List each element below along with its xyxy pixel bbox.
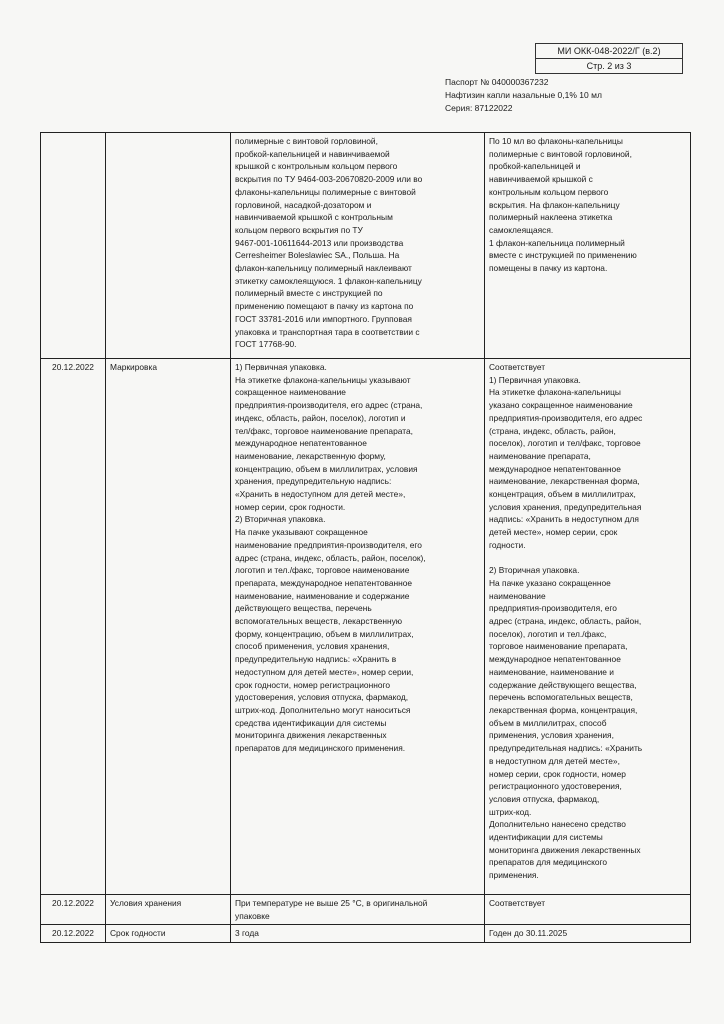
date-cell: 20.12.2022 xyxy=(41,895,106,925)
table-row xyxy=(41,133,691,359)
document-code: МИ ОКК-048-2022/Г (в.2) xyxy=(557,46,661,56)
product-name: Нафтизин капли назальные 0,1% 10 мл xyxy=(445,90,602,100)
result-cell: Соответствует xyxy=(485,895,691,925)
result-cell: По 10 мл во флаконы-капельницы полимерные с винтовой горловиной, пробкой-капельницей и навинчиваемой крышкой с контрольным кольцом первого вскрытия. На флакон-капельницу полимерный наклеена этикетка самоклеящаяся. 1 флакон-капельница полимерный вместе с инструкцией по применению помещены в пачку из картона. xyxy=(485,133,691,359)
requirement-cell: полимерные с винтовой горловиной, пробкой-капельницей и навинчиваемой крышкой с контрольным кольцом первого вскрытия по ТУ 9464-003-20670820-2009 или во флаконы-капельницы полимерные с винтовой горловиной, насадкой-дозатором и навинчиваемой крышкой с контрольным кольцом первого вскрытия по ТУ 9467-001-10611644-2013 или производства Cerresheimer Boleslawiec SA., Польша. На флакон-капельницу полимерный наклеивают этикетку самоклеящуюся. 1 флакон-капельницу полимерный вместе с инструкцией по применению помещают в пачку из картона по ГОСТ 33781-2016 или импортного. Групповая упаковка и транспортная тара в соответствии с ГОСТ 17768-90. xyxy=(231,133,485,359)
quality-table xyxy=(40,132,691,943)
result-cell: Годен до 30.11.2025 xyxy=(485,925,691,943)
passport-number: Паспорт № 040000367232 xyxy=(445,77,549,87)
table-row xyxy=(41,925,691,943)
date-cell: 20.12.2022 xyxy=(41,359,106,895)
parameter-cell xyxy=(106,133,231,359)
passport-block xyxy=(445,76,602,115)
date-cell: 20.12.2022 xyxy=(41,925,106,943)
page-number: Стр. 2 из 3 xyxy=(536,58,682,73)
parameter-cell: Условия хранения xyxy=(106,895,231,925)
date-cell xyxy=(41,133,106,359)
document-code-box xyxy=(535,43,683,74)
requirement-cell: 3 года xyxy=(231,925,485,943)
requirement-cell: При температуре не выше 25 °С, в оригинальной упаковке xyxy=(231,895,485,925)
requirement-cell: 1) Первичная упаковка. На этикетке флакона-капельницы указывают сокращенное наименование предприятия-производителя, его адрес (страна, индекс, область, район, поселок), логотип и тел/факс, торговое наименование препарата, международное непатентованное наименование, лекарственную форму, концентрацию, объем в миллилитрах, условия хранения, предупредительную надпись: «Хранить в недоступном для детей месте», номер серии, срок годности. 2) Вторичная упаковка. На пачке указывают сокращенное наименование предприятия-производителя, его адрес (страна, индекс, область, район, поселок), логотип и тел./факс, торговое наименование препарата, международное непатентованное наименование, наименование и содержание действующего вещества, перечень вспомогательных веществ, лекарственную форму, концентрацию, объем в миллилитрах, способ применения, условия хранения, предупредительную надпись: «Хранить в недоступном для детей месте», номер серии, срок годности, номер регистрационного удостоверения, условия отпуска, фармакод, штрих-код. Дополнительно могут наноситься средства идентификации для системы мониторинга движения лекарственных препаратов для медицинского применения. xyxy=(231,359,485,895)
parameter-cell: Срок годности xyxy=(106,925,231,943)
series-number: Серия: 87122022 xyxy=(445,103,513,113)
result-cell: Соответствует 1) Первичная упаковка. На этикетке флакона-капельницы указано сокращенное наименование предприятия-производителя, его адрес (страна, индекс, область, район, поселок), логотип и тел/факс, торговое наименование препарата, международное непатентованное наименование, лекарственная форма, концентрация, объем в миллилитрах, условия хранения, предупредительная надпись: «Хранить в недоступном для детей месте», номер серии, срок годности. 2) Вторичная упаковка. На пачке указано сокращенное наименование предприятия-производителя, его адрес (страна, индекс, область, район, поселок), логотип и тел./факс, торговое наименование препарата, международное непатентованное наименование, наименование и содержание действующего вещества, перечень вспомогательных веществ, лекарственная форма, концентрация, объем в миллилитрах, способ применения, условия хранения, предупредительная надпись: «Хранить в недоступном для детей месте», номер серии, срок годности, номер регистрационного удостоверения, условия отпуска, фармакод, штрих-код. Дополнительно нанесено средство идентификации для системы мониторинга движения лекарственных препаратов для медицинского применения. xyxy=(485,359,691,895)
table-row xyxy=(41,895,691,925)
parameter-cell: Маркировка xyxy=(106,359,231,895)
table-row xyxy=(41,359,691,895)
